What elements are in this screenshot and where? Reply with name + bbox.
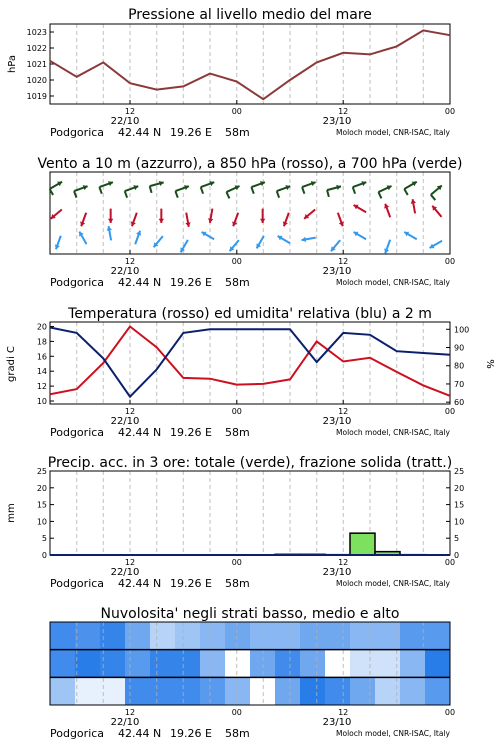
precip-bar (350, 533, 375, 555)
y-tick-label: 5 (41, 534, 47, 544)
y-tick-label: 1020 (26, 76, 47, 85)
cloud-cell (75, 622, 101, 650)
cloud-cell (225, 622, 251, 650)
temperature-humidity-chart (6, 306, 495, 439)
cloud-cell (250, 650, 276, 678)
cloud-cell (150, 622, 176, 650)
cloud-cell (400, 650, 426, 678)
y-tick-label: 1023 (26, 28, 47, 37)
y2-tick-label: 10 (454, 517, 465, 527)
y-tick-label: 16 (36, 352, 47, 362)
chart-title: Nuvolosita' negli strati basso, medio e alto (100, 606, 400, 622)
date-label: 22/10 (110, 717, 140, 728)
cloud-cell (225, 677, 251, 705)
x-tick-label: 12 (124, 407, 136, 416)
y2-tick-label: 25 (454, 467, 465, 476)
cloud-cell (350, 650, 376, 678)
cloud-cell (50, 622, 76, 650)
date-label: 23/10 (322, 416, 352, 427)
x-tick-label: 00 (231, 107, 242, 116)
x-tick-label: 00 (231, 407, 242, 416)
credit-label: Moloch model, CNR-ISAC, Italy (336, 579, 450, 588)
cloud-cell (325, 677, 351, 705)
cloud-cell (275, 622, 301, 650)
date-label: 22/10 (110, 266, 140, 277)
wind-arrow-head (159, 219, 164, 223)
y2-tick-label: 5 (454, 534, 460, 544)
temperature-line (50, 327, 450, 396)
y2-tick-label: 15 (454, 500, 465, 510)
x-tick-label: 12 (124, 107, 136, 116)
wind-chart (37, 156, 462, 289)
cloud-cell (250, 677, 276, 705)
date-label: 23/10 (322, 567, 352, 578)
wind-barb (201, 187, 203, 194)
x-tick-label: 00 (231, 257, 242, 266)
y-tick-label: 10 (36, 517, 47, 527)
y-tick-label: 1019 (26, 92, 47, 101)
y-tick-label: 14 (36, 367, 47, 377)
cloud-cell (175, 650, 201, 678)
elevation-label: 58m (225, 126, 250, 139)
credit-label: Moloch model, CNR-ISAC, Italy (336, 278, 450, 287)
wind-arrow-head (108, 219, 113, 223)
x-tick-label: 00 (444, 407, 456, 416)
y2-tick-label: 70 (454, 379, 465, 389)
wind-barb (150, 186, 152, 193)
y2-tick-label: 80 (454, 361, 465, 371)
location-label: Podgorica (50, 577, 105, 590)
y-tick-label: 20 (36, 483, 47, 493)
x-tick-label: 00 (444, 107, 456, 116)
cloud-cell (50, 677, 76, 705)
plot-frame (50, 471, 450, 555)
longitude-label: 19.26 E (170, 126, 212, 139)
cloud-cell (350, 677, 376, 705)
wind-barb (404, 189, 408, 195)
cloud-cell (150, 677, 176, 705)
date-label: 22/10 (110, 116, 140, 127)
x-tick-label: 00 (444, 257, 456, 266)
y2-tick-label: 90 (454, 343, 465, 353)
cloud-cell (225, 650, 251, 678)
y2-tick-label: 60 (454, 398, 465, 408)
chart-title: Temperatura (rosso) ed umidita' relativa (blu) a 2 m (68, 306, 432, 322)
cloud-cell (425, 677, 451, 705)
cloud-cell (400, 677, 426, 705)
location-label: Podgorica (50, 426, 105, 439)
x-tick-label: 12 (338, 407, 349, 416)
credit-label: Moloch model, CNR-ISAC, Italy (336, 428, 450, 437)
y-tick-label: 20 (36, 322, 47, 332)
cloud-cell (125, 650, 151, 678)
y-tick-label: 15 (36, 500, 47, 510)
wind-barb (378, 192, 381, 198)
x-tick-label: 12 (124, 708, 136, 717)
cloud-cell (275, 677, 301, 705)
y-tick-label: 0 (41, 551, 47, 560)
plot-frame (50, 322, 450, 404)
cloud-cell (100, 650, 126, 678)
x-tick-label: 12 (124, 257, 136, 266)
wind-barb (99, 187, 101, 194)
cloud-cell (175, 677, 201, 705)
cloud-cell (50, 650, 76, 678)
chart-title: Vento a 10 m (azzurro), a 850 hPa (rosso), a 700 hPa (verde) (37, 156, 463, 172)
wind-barb (302, 187, 304, 194)
elevation-label: 58m (225, 276, 250, 289)
credit-label: Moloch model, CNR-ISAC, Italy (336, 128, 450, 137)
cloud-cover-chart (50, 606, 455, 740)
cloud-cell (125, 677, 151, 705)
x-tick-label: 12 (338, 558, 349, 567)
cloud-cell (250, 622, 276, 650)
location-label: Podgorica (50, 727, 105, 740)
cloud-cell (100, 622, 126, 650)
longitude-label: 19.26 E (170, 577, 212, 590)
cloud-cell (300, 622, 326, 650)
cloud-cell (200, 677, 226, 705)
x-tick-label: 00 (444, 708, 456, 717)
x-tick-label: 00 (444, 558, 456, 567)
y-tick-label: 12 (36, 382, 47, 392)
pressure-line (50, 30, 450, 99)
date-label: 22/10 (110, 567, 140, 578)
wind-barb (125, 191, 127, 198)
cloud-cell (200, 622, 226, 650)
cloud-cell (350, 622, 376, 650)
chart-title: Pressione al livello medio del mare (128, 7, 372, 23)
cloud-cell (325, 650, 351, 678)
cloud-cell (125, 622, 151, 650)
elevation-label: 58m (225, 577, 250, 590)
cloud-cell (75, 650, 101, 678)
latitude-label: 42.44 N (118, 276, 162, 289)
wind-barb (353, 187, 355, 194)
precipitation-chart (6, 455, 464, 590)
credit-label: Moloch model, CNR-ISAC, Italy (336, 729, 450, 738)
humidity-line (50, 328, 450, 397)
x-tick-label: 00 (231, 708, 242, 717)
date-label: 23/10 (322, 717, 352, 728)
x-tick-label: 12 (338, 257, 349, 266)
x-tick-label: 12 (338, 107, 349, 116)
y-tick-label: 18 (36, 337, 47, 347)
cloud-cell (325, 622, 351, 650)
longitude-label: 19.26 E (170, 426, 212, 439)
cloud-cell (200, 650, 226, 678)
longitude-label: 19.26 E (170, 727, 212, 740)
y-axis-label: mm (6, 503, 17, 523)
latitude-label: 42.44 N (118, 727, 162, 740)
longitude-label: 19.26 E (170, 276, 212, 289)
y-axis-label: gradi C (6, 346, 17, 382)
date-label: 23/10 (322, 116, 352, 127)
cloud-cell (175, 622, 201, 650)
cloud-cell (425, 622, 451, 650)
x-tick-label: 12 (124, 558, 136, 567)
y2-axis-label: % (484, 359, 495, 369)
wind-barb (226, 192, 229, 198)
y2-tick-label: 100 (454, 325, 470, 335)
x-tick-label: 00 (231, 558, 242, 567)
latitude-label: 42.44 N (118, 426, 162, 439)
wind-barb (74, 191, 76, 198)
cloud-cell (300, 650, 326, 678)
y-tick-label: 1022 (26, 44, 47, 53)
wind-barb (175, 191, 177, 198)
elevation-label: 58m (225, 426, 250, 439)
cloud-cell (425, 650, 451, 678)
location-label: Podgorica (50, 126, 105, 139)
wind-barb (251, 187, 253, 194)
latitude-label: 42.44 N (118, 577, 162, 590)
y2-tick-label: 20 (454, 483, 465, 493)
location-label: Podgorica (50, 276, 105, 289)
wind-arrow-head (260, 219, 265, 223)
elevation-label: 58m (225, 727, 250, 740)
pressure-chart (7, 7, 455, 139)
cloud-cell (400, 622, 426, 650)
y-axis-label: hPa (7, 54, 18, 74)
y2-tick-label: 0 (454, 551, 460, 560)
cloud-cell (75, 677, 101, 705)
y-tick-label: 1021 (26, 60, 47, 69)
wind-barb (327, 190, 329, 197)
latitude-label: 42.44 N (118, 126, 162, 139)
y-tick-label: 10 (36, 397, 47, 407)
date-label: 23/10 (322, 266, 352, 277)
wind-barb (277, 191, 279, 198)
plot-frame (50, 24, 450, 104)
x-tick-label: 12 (338, 708, 349, 717)
cloud-cell (150, 650, 176, 678)
y-tick-label: 25 (36, 467, 47, 476)
wind-barb (431, 195, 435, 200)
chart-title: Precip. acc. in 3 ore: totale (verde), frazione solida (tratt.) (47, 455, 453, 471)
cloud-cell (275, 650, 301, 678)
date-label: 22/10 (110, 416, 140, 427)
cloud-cell (300, 677, 326, 705)
cloud-cell (100, 677, 126, 705)
